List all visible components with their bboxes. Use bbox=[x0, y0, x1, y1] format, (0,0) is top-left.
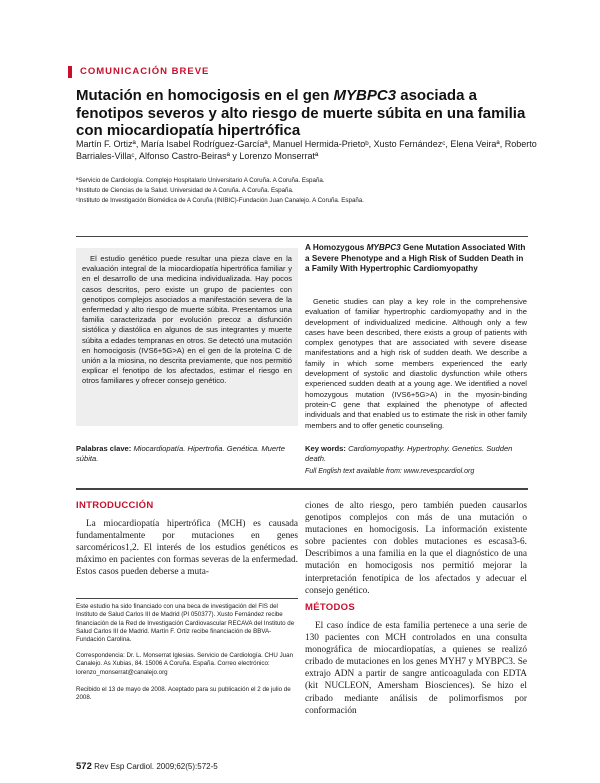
page-number: 572 bbox=[76, 761, 92, 772]
citation: Rev Esp Cardiol. 2009;62(5):572-5 bbox=[94, 762, 218, 771]
section-label: COMUNICACIÓN BREVE bbox=[80, 66, 210, 77]
authors: Martín F. Ortizª, María Isabel Rodríguez-Garcíaª, Manuel Hermida-Prietoᵇ, Xusto Fernándezᶜ, Elena Veiraª, Roberto Barriales-Villaᶜ, Alfonso Castro-Beirasª y Lorenzo Monserratª bbox=[76, 139, 537, 161]
funding-footnote: Este estudio ha sido financiado con una beca de investigación del FIS del Instituto de Salud Carlos III de Madrid (PI 050377). Xusto Fernández recibe financiación de la Red de Investigación Cardiovascular RECAVA del Instituto de Salud Carlos III de Madrid. Martín F. Ortiz recibe financiación de BBVA-Fundación Carolina. bbox=[76, 603, 295, 644]
section-accent-bar bbox=[68, 66, 72, 78]
keywords-es-text: Miocardiopatía. Hipertrofia. Genética. Muerte súbita. bbox=[76, 444, 285, 463]
abstract-en: Genetic studies can play a key role in the comprehensive evaluation of familiar hypertrophic cardiomyopathy and in the development of individualized medicine. Although only a few cases have been described, there exists a group of patients with complex genotypes that are associated with severe disease manifestations and a high risk of sudden death. We describe a family in which some members experienced the early development of systolic and diastolic dysfunction while others experienced sudden death at a young age. We identified a novel homozygous mutation (IVS6+5G>A) in the myosin-binding protein-C gene that explained the phenotype of affected individuals and that enabled us to estimate the risk in other family members and to offer genetic counseling. bbox=[305, 297, 527, 430]
full-text-note: Full English text available from: www.revespcardiol.org bbox=[305, 468, 475, 475]
affiliation-a: ªServicio de Cardiología. Complejo Hospitalario Universitario A Coruña. A Coruña. España. bbox=[76, 177, 325, 184]
keywords-en bbox=[305, 444, 527, 464]
article-title bbox=[76, 87, 546, 140]
abstract-es: El estudio genético puede resultar una pieza clave en la evaluación integral de la miocardiopatía hipertrófica familiar y en el desarrollo de una medicina individualizada. Hay pocos casos descritos, pero existe un grupo de pacientes con genotipos complejos asociados a manifestación severa de la enfermedad y alto riesgo de muerte súbita. Presentamos una familia caracterizada por evolución precoz a disfunción sistólica y diastólica en algunos de sus integrantes y muerte súbita a edades tempranas en otros. Se detectó una mutación en homocigosis (IVS6+5G>A) en el gen de la proteína C de unión a la miosina, no descrita previamente, que nos permitió explicar el fenotipo de los afectados, estimar el riesgo en otros familiares y ofrecer consejo genético. bbox=[76, 248, 298, 426]
correspondence-footnote: Correspondencia: Dr. L. Monserrat Iglesias. Servicio de Cardiología. CHU Juan Canalejo. As Xubias, 84. 15006 A Coruña. España. Correo electrónico: lorenzo_monserrat@canalejo.org bbox=[76, 652, 294, 676]
title-part2: asociada a fenotipos severos y alto riesgo de muerte súbita en una familia con miocardiopatía hipertrófica bbox=[76, 87, 526, 139]
keywords-en-text: Cardiomyopathy. Hypertrophy. Genetics. Sudden death. bbox=[305, 444, 513, 463]
en-title-gene: MYBPC3 bbox=[366, 243, 401, 252]
page-footer bbox=[76, 761, 218, 772]
abstract-top-rule bbox=[76, 236, 528, 237]
title-gene: MYBPC3 bbox=[333, 87, 397, 104]
keywords-en-label: Key words: bbox=[305, 444, 346, 453]
keywords-es bbox=[76, 444, 298, 464]
affiliation-c: ᶜInstituto de Investigación Biomédica de A Coruña (INIBIC)-Fundación Juan Canalejo. A Coruña. España. bbox=[76, 197, 365, 204]
methods-text: El caso índice de esta familia pertenece a una serie de 130 pacientes con MCH controlados en una consulta monográfica de miocardiopatías, a quienes se realizó cribado de mutaciones en los genes MYH7 y MYBPC3. Se extrajo ADN a partir de sangre anticoagulada con EDTA (kit NUCLEON, Amersham Biosciences). Se hizo el cribado mediante análisis de polimorfismos por conformación bbox=[305, 621, 527, 716]
affiliation-b: ᵇInstituto de Ciencias de la Salud. Universidad de A Coruña. A Coruña. España. bbox=[76, 187, 294, 194]
intro-continuation: ciones de alto riesgo, pero también pueden causarlos genotipos complejos con más de una mutación o mutaciones en homocigosis. La información existente sobre pacientes con dobles mutaciones es escasa3-6. Describimos a una familia en la que el diagnóstico de una mutación en homocigosis nos permitió mejorar la interpretación fenotípica de los afectados y adecuar el consejo genético. bbox=[305, 501, 527, 596]
received-footnote: Recibido el 13 de mayo de 2008. Aceptado para su publicación el 2 de julio de 2008. bbox=[76, 686, 291, 702]
keywords-es-label: Palabras clave: bbox=[76, 444, 132, 453]
affiliations bbox=[76, 176, 546, 206]
en-title-part2: Gene Mutation Associated With a Severe Phenotype and a High Risk of Sudden Death in a Family With Hypertrophic Cardiomyopathy bbox=[305, 243, 526, 273]
abstract-bottom-rule bbox=[76, 488, 528, 490]
abstract-en-title bbox=[305, 243, 527, 275]
methods-heading: MÉTODOS bbox=[305, 602, 355, 613]
title-part1: Mutación en homocigosis en el gen bbox=[76, 87, 334, 104]
en-title-part1: A Homozygous bbox=[305, 243, 367, 252]
footnote-rule bbox=[76, 598, 298, 599]
intro-heading: INTRODUCCIÓN bbox=[76, 500, 154, 511]
intro-text: La miocardiopatía hipertrófica (MCH) es causada fundamentalmente por mutaciones en genes sarcoméricos1,2. El interés de los estudios genéticos es máximo en pacientes con formas severas de la enfermedad. Estos casos pueden deberse a muta- bbox=[76, 519, 298, 578]
